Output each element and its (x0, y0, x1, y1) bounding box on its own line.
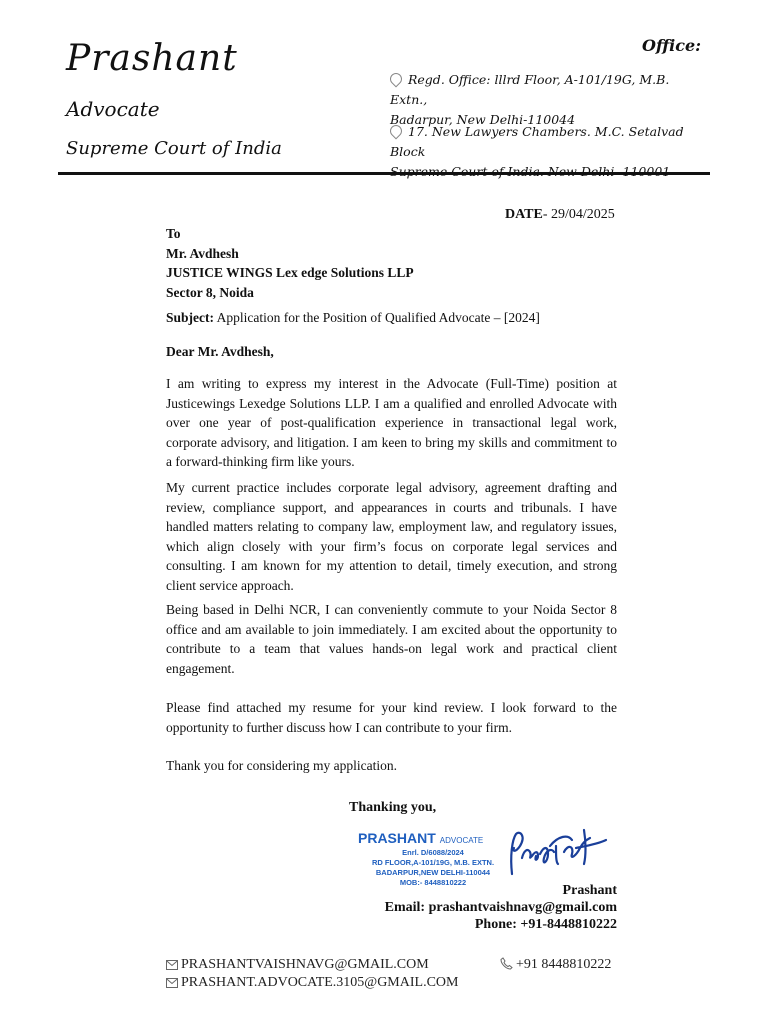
advocate-stamp (358, 830, 508, 888)
office-heading: Office: (642, 36, 702, 55)
letter-date (505, 207, 615, 223)
location-pin-icon (388, 123, 405, 140)
closing-line: Thanking you, (349, 800, 437, 815)
body-paragraph: Please find attached my resume for your kind review. I look forward to the opportunity to further discuss how I can contribute to your firm. (166, 700, 617, 735)
signatory-phone: Phone: +91-8448810222 (474, 917, 617, 932)
signatory-email: Email: prashantvaishnavg@gmail.com (384, 900, 617, 915)
stamp-name: PRASHANT (358, 830, 436, 846)
header-divider (58, 172, 710, 175)
address-line: 17. New Lawyers Chambers. M.C. Setalvad Block (390, 124, 684, 159)
stamp-line: Enrl. D/6088/2024 (402, 848, 464, 857)
footer-email-secondary[interactable] (166, 975, 458, 991)
body-paragraph: My current practice includes corporate legal advisory, agreement drafting and review, compliance support, and appearances in courts and tribunals. I have handled matters relating to company law, employment law, and regulatory issues, which align closely with your firm’s focus on corporate legal services and consulting. I am known for my attention to detail, timely execution, and strong client service approach. (166, 480, 617, 593)
address-line: Supreme Court of India. New Delhi -110001 (390, 164, 671, 179)
recipient-line: To (166, 226, 181, 241)
stamp-role: ADVOCATE (439, 836, 484, 845)
footer-phone-text: +91 8448810222 (516, 957, 612, 972)
body-paragraph: Thank you for considering my application. (166, 758, 397, 773)
footer-email-text: PRASHANT.ADVOCATE.3105@GMAIL.COM (181, 975, 459, 990)
stamp-line: BADARPUR,NEW DELHI-110044 (375, 868, 491, 877)
address-line: Badarpur, New Delhi-110044 (390, 112, 576, 127)
phone-icon (500, 957, 513, 970)
footer-email-primary[interactable] (166, 957, 429, 973)
stamp-line: MOB:- 8448810222 (399, 878, 467, 887)
footer-phone[interactable] (500, 957, 611, 973)
footer-email-text: PRASHANTVAISHNAVG@GMAIL.COM (181, 957, 429, 972)
date-value: - 29/04/2025 (542, 207, 615, 222)
registered-office-address (390, 70, 710, 130)
recipient-line: Mr. Avdhesh (166, 245, 239, 261)
date-label: DATE (505, 207, 543, 222)
signatory-details (385, 882, 617, 933)
location-pin-icon (388, 71, 405, 88)
handwritten-signature (506, 826, 616, 882)
salutation: Dear Mr. Avdhesh, (166, 344, 274, 359)
subject-text: Application for the Position of Qualified Advocate – [2024] (214, 310, 540, 325)
envelope-icon (166, 978, 178, 988)
advocate-title: Advocate (66, 97, 160, 121)
body-paragraph: I am writing to express my interest in the Advocate (Full-Time) position at Justicewings Lexedge Solutions LLP. I am a qualified and enrolled Advocate with over one year of post-qualification experience in transactional legal work, corporate advisory, and litigation. I am keen to bring my skills and commitment to a forward-thinking firm like yours. (166, 376, 617, 469)
advocate-name: Prashant (66, 38, 238, 79)
recipient-line: Sector 8, Noida (166, 284, 254, 300)
body-paragraph: Being based in Delhi NCR, I can conveniently commute to your Noida Sector 8 office and am available to join immediately. I am excited about the opportunity to contribute to a team that values hands-on legal work and practical client engagement. (166, 602, 617, 676)
recipient-block (166, 224, 617, 302)
court-name: Supreme Court of India (66, 138, 282, 159)
subject-line (166, 308, 617, 328)
subject-label: Subject: (166, 310, 214, 325)
recipient-line: JUSTICE WINGS Lex edge Solutions LLP (166, 265, 414, 280)
signatory-name: Prashant (562, 883, 617, 898)
stamp-line: RD FLOOR,A-101/19G, M.B. EXTN. (371, 858, 495, 867)
envelope-icon (166, 960, 178, 970)
address-line: Regd. Office: lllrd Floor, A-101/19G, M.B. Extn., (390, 72, 670, 107)
